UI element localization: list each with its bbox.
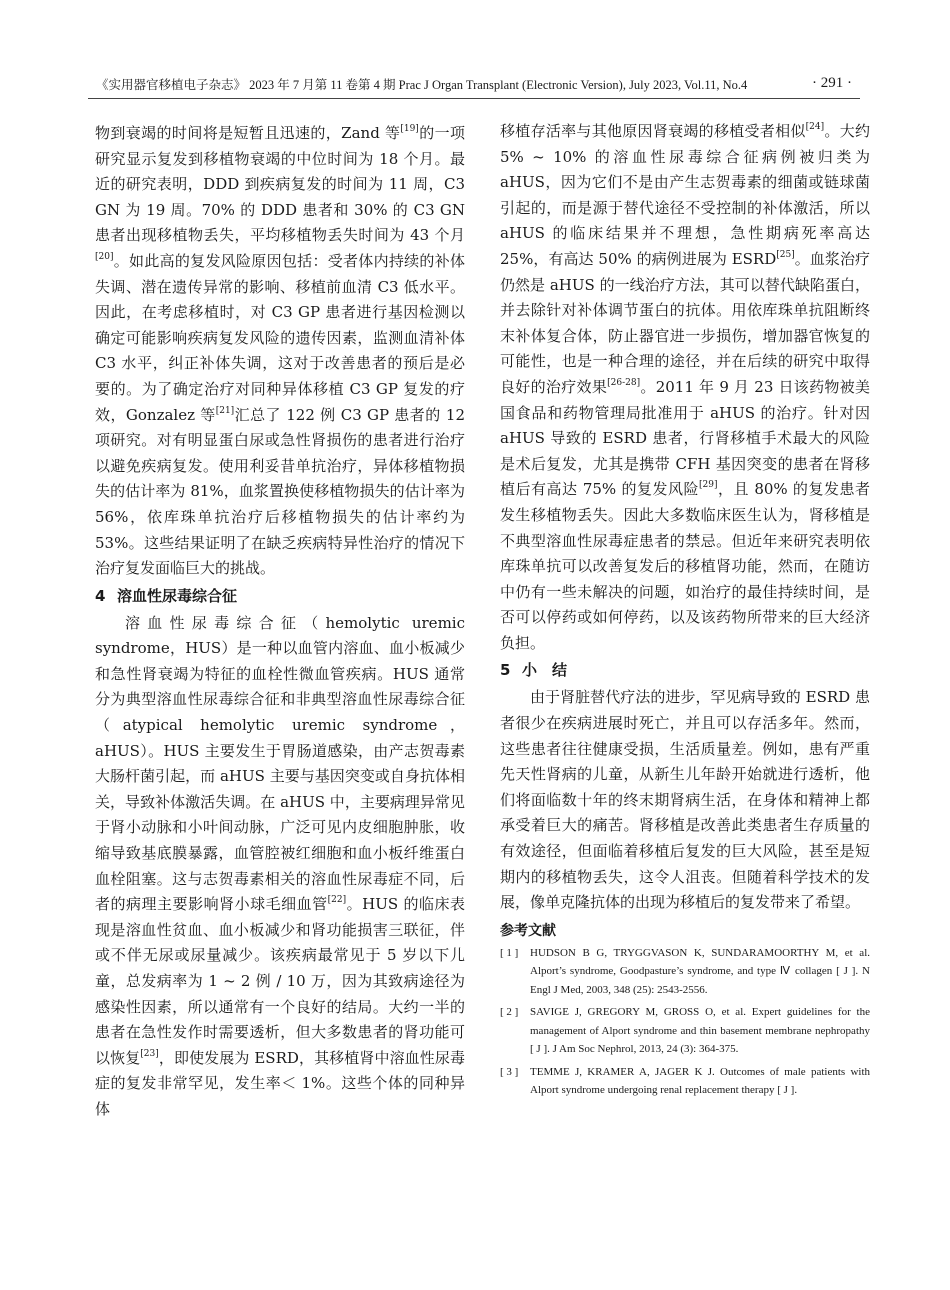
- journal-citation: 《实用器官移植电子杂志》 2023 年 7 月第 11 卷第 4 期 Prac J Organ Transplant (Electronic Version), July 2023, Vol.11, No.4: [96, 78, 748, 92]
- citation-ref[interactable]: [25]: [776, 249, 795, 260]
- citation-ref[interactable]: [21]: [215, 405, 235, 416]
- running-header: [60, 75, 890, 97]
- reference-item: [ 2 ] SAVIGE J, GREGORY M, GROSS O, et al. Expert guidelines for the management of Alport syndrome and thin basement membrane nephropathy [ J ]. J Am Soc Nephrol, 2013, 24 (3): 364-375.: [500, 1006, 870, 1056]
- citation-ref[interactable]: [23]: [140, 1048, 159, 1059]
- page-number: · 291 ·: [812, 75, 852, 91]
- right-column: [500, 119, 870, 1104]
- body-paragraph: 由于肾脏替代疗法的进步，罕见病导致的 ESRD 患者很少在疾病进展时死亡，并且可以存活多年。然而，这些患者往往健康受损，生活质量差。例如，患有严重先天性肾病的儿童，从新生儿年龄开始就进行透析，他们将面临数十年的终末期肾病生活，在身体和精神上都承受着巨大的痛苦。肾移植是改善此类患者生存质量的有效途径，但面临着移植后复发的巨大风险，甚至是短期内的移植物丢失，这令人沮丧。但随着科学技术的发展，像单克隆抗体的出现为移植后的复发带来了希望。: [500, 688, 870, 912]
- left-column: [95, 121, 465, 1123]
- citation-ref[interactable]: [26-28]: [607, 377, 641, 388]
- citation-ref[interactable]: [19]: [400, 124, 419, 134]
- citation-ref[interactable]: [29]: [699, 480, 718, 491]
- header-rule: [88, 98, 860, 99]
- citation-ref[interactable]: [24]: [805, 122, 825, 132]
- reference-item: [ 1 ] HUDSON B G, TRYGGVASON K, SUNDARAMOORTHY M, et al. Alport’s syndrome, Goodpasture’s syndrome, and type Ⅳ collagen [ J ]. N Engl J Med, 2003, 348 (25): 2543-2556.: [500, 946, 870, 996]
- body-paragraph: 溶血性尿毒综合征（hemolytic uremic syndrome，HUS）是一种以血管内溶血、血小板减少和急性肾衰竭为特征的血栓性微血管疾病。HUS 通常分为典型溶血性尿毒综合征和非典型溶血性尿毒综合征（atypical hemolytic uremic syndrome，aHUS）。HUS 主要发生于胃肠道感染，由产志贺毒素大肠杆菌引起，而 aHUS 主要与基因突变或自身抗体相关，导致补体激活失调。在 aHUS 中，主要病理异常见于肾小动脉和小叶间动脉，广泛可见内皮细胞肿胀，收缩导致基底膜暴露，血管腔被红细胞和血小板纤维蛋白血栓阻塞。这与志贺毒素相关的溶血性尿毒症不同，后者的病理主要影响肾小球毛细血管[22]。HUS 的临床表现是溶血性贫血、血小板减少和肾功能损害三联征，伴或不伴无尿或尿量减少。该疾病最常见于 5 岁以下儿童，总发病率为 1 ~ 2 例 / 10 万，因为其致病途径为感染性因素，所以通常有一个良好的结局。大约一半的患者在急性发作时需要透析，但大多数患者的肾功能可以恢复[23]，即使发展为 ESRD，其移植肾中溶血性尿毒症的复发非常罕见，发生率＜ 1%。这些个体的同种异体: [95, 613, 465, 1118]
- citation-ref[interactable]: [20]: [95, 251, 114, 262]
- body-paragraph: 物到衰竭的时间将是短暂且迅速的，Zand 等[19]的一项研究显示复发到移植物衰竭的中位时间为 18 个月。最近的研究表明，DDD 到疾病复发的时间为 11 周，C3 GN 为 19 周。70% 的 DDD 患者和 30% 的 C3 GN 患者出现移植物丢失，平均移植物丢失时间为 43 个月[20]。如此高的复发风险原因包括：受者体内持续的补体失调、潜在遗传异常的影响、移植前血清 C3 低水平。因此，在考虑移植时，对 C3 GP 患者进行基因检测以确定可能影响疾病复发风险的遗传因素，监测血清补体 C3 水平，纠正补体失调，这对于改善患者的预后是必要的。为了确定治疗对同种异体移植 C3 GP 复发的疗效，Gonzalez 等[21]汇总了 122 例 C3 GP 患者的 12 项研究。对有明显蛋白尿或急性肾损伤的患者进行治疗以避免疾病复发。使用利妥昔单抗治疗，异体移植物损失的估计率为 81%，血浆置换使移植物损失的估计率为 56%，依库珠单抗治疗后移植物损失的估计率约为 53%。这些结果证明了在缺乏疾病特异性治疗的情况下治疗复发面临巨大的挑战。: [95, 124, 465, 578]
- section-heading-4: 4 溶血性尿毒综合征: [95, 586, 238, 605]
- body-paragraph: 移植存活率与其他原因肾衰竭的移植受者相似[24]。大约 5% ~ 10% 的溶血性尿毒综合征病例被归类为 aHUS，因为它们不是由产生志贺毒素的细菌或链球菌引起的，而是源于替代途径不受控制的补体激活，所以 aHUS 的临床结果并不理想，急性期病死率高达 25%，有高达 50% 的病例进展为 ESRD[25]。血浆治疗仍然是 aHUS 的一线治疗方法，其可以替代缺陷蛋白，并去除针对补体调节蛋白的抗体。用依库珠单抗阻断终末补体复合体，防止器官进一步损伤，增加器官恢复的可能性，也是一种合理的途径，并在后续的研究中取得良好的治疗效果[26-28]。2011 年 9 月 23 日该药物被美国食品和药物管理局批准用于 aHUS 的治疗。针对因 aHUS 导致的 ESRD 患者，行肾移植手术最大的风险是术后复发，尤其是携带 CFH 基因突变的患者在肾移植后有高达 75% 的复发风险[29]，且 80% 的复发患者发生移植物丢失。因此大多数临床医生认为，肾移植是不典型溶血性尿毒症患者的禁忌。但近年来研究表明依库珠单抗可以改善复发后的移植肾功能，然而，在随访中仍有一些未解决的问题，如治疗的最佳持续时间，是否可以停药或如何停药，以及该药物所带来的巨大经济负担。: [500, 122, 870, 652]
- section-heading-5: 5 小 结: [500, 661, 568, 680]
- references-heading: 参考文献: [500, 922, 556, 939]
- reference-item: [ 3 ] TEMME J, KRAMER A, JAGER K J. Outcomes of male patients with Alport syndrome undergoing renal replacement therapy [ J ].: [500, 1065, 870, 1097]
- citation-ref[interactable]: [22]: [327, 895, 347, 906]
